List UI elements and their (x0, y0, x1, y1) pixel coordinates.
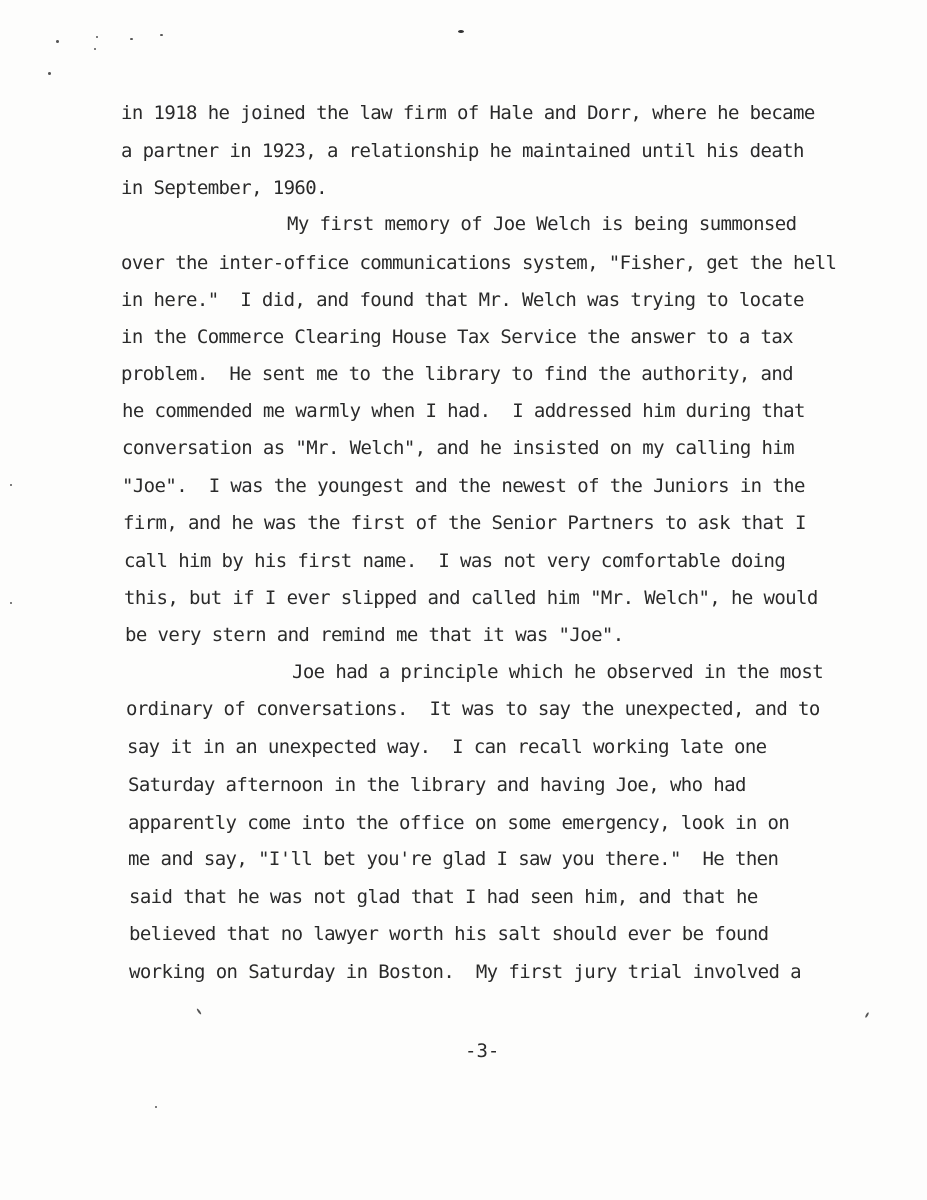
text-line: call him by his first name. I was not very comfortable doing (124, 550, 786, 572)
text-line: a partner in 1923, a relationship he maintained until his death (121, 140, 804, 162)
text-line: this, but if I ever slipped and called him "Mr. Welch", he would (124, 587, 818, 609)
scan-speck (865, 1012, 870, 1018)
text-line: apparently come into the office on some emergency, look in on (128, 812, 790, 834)
text-line: said that he was not glad that I had seen him, and that he (129, 886, 758, 908)
text-line: me and say, "I'll bet you're glad I saw you there." He then (128, 848, 779, 870)
text-line: in 1918 he joined the law firm of Hale and Dorr, where he became (121, 102, 815, 124)
text-line: firm, and he was the first of the Senior Partners to ask that I (123, 512, 806, 534)
text-line: in September, 1960. (121, 177, 327, 199)
text-line: My first memory of Joe Welch is being summonsed (287, 213, 797, 235)
text-line: in here." I did, and found that Mr. Welch was trying to locate (121, 289, 804, 311)
scan-speck (10, 602, 12, 604)
text-line: problem. He sent me to the library to find the authority, and (121, 363, 794, 385)
text-line: over the inter-office communications system, "Fisher, get the hell (121, 252, 837, 274)
text-line: Saturday afternoon in the library and having Joe, who had (128, 774, 746, 796)
text-line: conversation as "Mr. Welch", and he insisted on my calling him (122, 437, 795, 459)
text-line: say it in an unexpected way. I can recall working late one (127, 736, 767, 758)
text-line: believed that no lawyer worth his salt should ever be found (129, 923, 769, 945)
page-number: -3- (465, 1040, 500, 1062)
text-line: Joe had a principle which he observed in the most (292, 661, 824, 683)
scan-speck (155, 1106, 157, 1108)
text-line: working on Saturday in Boston. My first jury trial involved a (129, 961, 802, 983)
text-line: be very stern and remind me that it was "Joe". (125, 624, 624, 646)
text-line: ordinary of conversations. It was to say the unexpected, and to (126, 698, 820, 720)
text-line: in the Commerce Clearing House Tax Service the answer to a tax (121, 326, 794, 348)
text-line: he commended me warmly when I had. I addressed him during that (122, 400, 805, 422)
text-line: "Joe". I was the youngest and the newest of the Juniors in the (122, 475, 805, 497)
scan-speck (196, 1008, 202, 1015)
